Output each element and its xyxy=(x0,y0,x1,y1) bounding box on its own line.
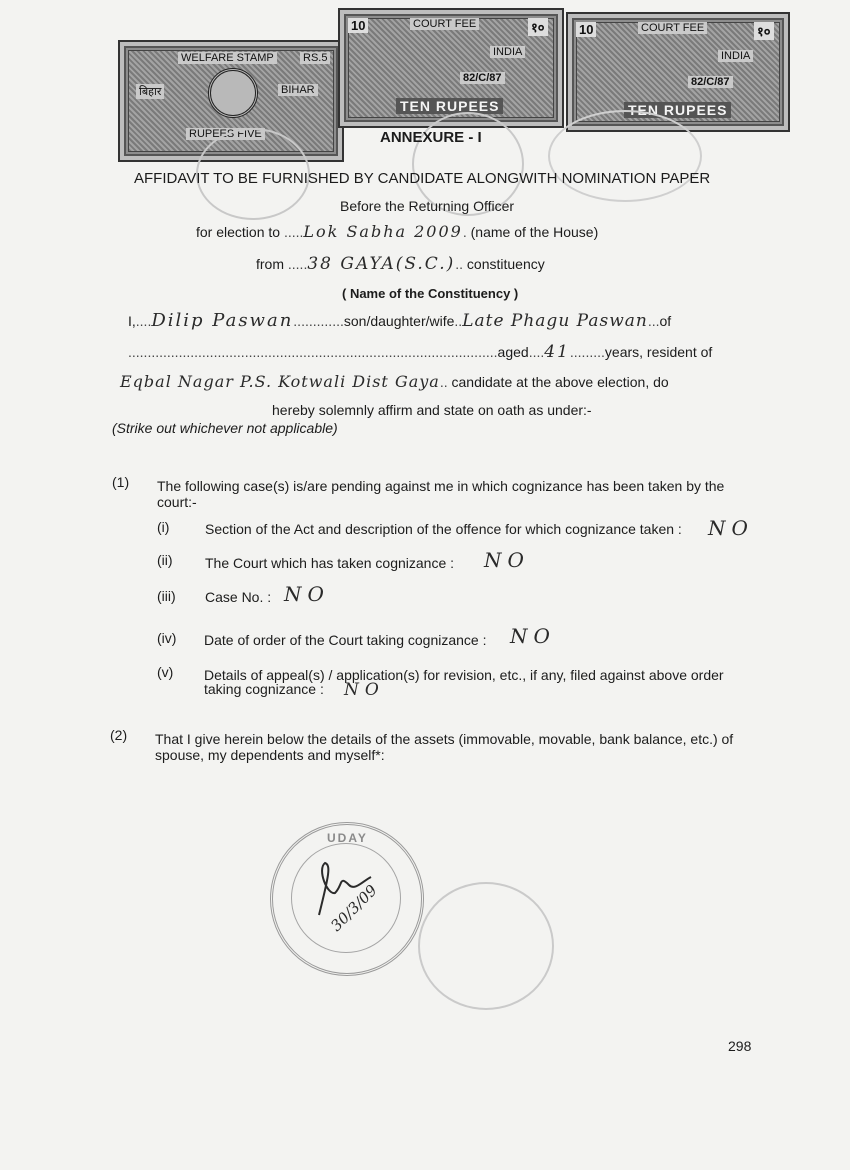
son-of-label: son/daughter/wife xyxy=(343,313,455,329)
court-fee-stamp-1 xyxy=(338,8,564,128)
house-name-handwritten: Lok Sabha 2009 xyxy=(303,222,463,241)
item-iv-label: Date of order of the Court taking cognizance : xyxy=(204,632,487,648)
item-iii-answer: NO xyxy=(284,582,330,606)
aged-line: ...............................................................................................aged....41.........years, resident of xyxy=(128,342,713,362)
father-name-handwritten: Late Phagu Paswan xyxy=(462,311,648,331)
election-line: for election to .....Lok Sabha 2009. (name of the House) xyxy=(196,222,599,241)
item-iv-answer: NO xyxy=(510,624,556,648)
court-fee-1-num: 10 xyxy=(348,18,368,33)
annexure-title: ANNEXURE - I xyxy=(380,129,482,146)
court-fee-2-value: TEN RUPEES xyxy=(624,102,731,118)
section-2-text-line2: spouse, my dependents and myself*: xyxy=(155,747,385,763)
candidate-name-line: I,....Dilip Paswan.............son/daughter/wife..Late Phagu Paswan...of xyxy=(128,310,672,331)
page-number: 298 xyxy=(728,1038,752,1054)
item-i-answer: NO xyxy=(708,516,754,540)
item-iii-label: Case No. : xyxy=(205,589,272,605)
affidavit-title: AFFIDAVIT TO BE FURNISHED BY CANDIDATE ALONGWITH NOMINATION PAPER xyxy=(134,170,711,187)
house-suffix: (name of the House) xyxy=(470,224,599,240)
section-1-text-line2: court:- xyxy=(157,494,197,510)
item-ii-answer: NO xyxy=(484,548,530,572)
years-label: years, resident of xyxy=(604,344,713,360)
notary-seal xyxy=(270,822,424,976)
welfare-stamp-header: WELFARE STAMP xyxy=(178,52,277,64)
seal-ring-text: UDAY xyxy=(327,831,368,845)
candidate-name-handwritten: Dilip Paswan xyxy=(151,310,294,331)
constituency-line: from .....38 GAYA(S.C.).. constituency xyxy=(256,254,545,274)
faint-seal-bottom xyxy=(418,882,554,1010)
court-fee-2-right-num: १० xyxy=(754,22,774,40)
emblem-icon xyxy=(208,68,258,118)
item-i-label: Section of the Act and description of the offence for which cognizance taken : xyxy=(205,521,682,537)
section-2-text-line1: That I give herein below the details of the assets (immovable, movable, bank balance, etc.) of xyxy=(155,731,734,747)
address-handwritten: Eqbal Nagar P.S. Kotwali Dist Gaya xyxy=(120,372,440,391)
item-v-answer: NO xyxy=(344,680,385,700)
item-v-label-line2: taking cognizance : xyxy=(204,681,324,697)
court-fee-2-overprint: 82/C/87 xyxy=(688,76,733,88)
welfare-stamp-hindi: बिहार xyxy=(136,84,164,99)
court-fee-1-right-num: १० xyxy=(528,18,548,36)
court-fee-1-country: INDIA xyxy=(490,46,525,58)
aged-label: aged xyxy=(497,344,529,360)
affirm-line: hereby solemnly affirm and state on oath as under:- xyxy=(272,402,592,418)
name-of-constituency: ( Name of the Constituency ) xyxy=(342,286,519,301)
court-fee-2-header: COURT FEE xyxy=(638,22,707,34)
constituency-suffix: constituency xyxy=(466,256,545,272)
item-i-number: (i) xyxy=(157,519,170,535)
welfare-stamp-bottom: RUPEES FIVE xyxy=(186,128,265,140)
strike-out-note: (Strike out whichever not applicable) xyxy=(112,420,338,436)
i-label: I, xyxy=(128,313,136,329)
court-fee-2-country: INDIA xyxy=(718,50,753,62)
constituency-handwritten: 38 GAYA(S.C.) xyxy=(307,254,456,274)
signature-date: 30/3/09 xyxy=(327,881,381,935)
of-label: of xyxy=(659,313,672,329)
from-label: from xyxy=(256,256,284,272)
welfare-stamp-value: RS.5 xyxy=(300,52,330,64)
for-election-label: for election to xyxy=(196,224,281,240)
section-1-text-line1: The following case(s) is/are pending against me in which cognizance has been taken by the xyxy=(157,478,725,494)
court-fee-1-header: COURT FEE xyxy=(410,18,479,30)
section-2-number: (2) xyxy=(110,727,128,743)
item-iv-number: (iv) xyxy=(157,630,177,646)
candidate-suffix: candidate at the above election, do xyxy=(451,374,669,390)
address-line: Eqbal Nagar P.S. Kotwali Dist Gaya.. candidate at the above election, do xyxy=(120,372,669,391)
age-handwritten: 41 xyxy=(544,342,570,362)
item-v-label-line1: Details of appeal(s) / application(s) for revision, etc., if any, filed against above order xyxy=(204,667,724,683)
welfare-stamp-state: BIHAR xyxy=(278,84,318,96)
item-iii-number: (iii) xyxy=(157,588,176,604)
court-fee-2-num: 10 xyxy=(576,22,596,37)
item-ii-label: The Court which has taken cognizance : xyxy=(205,555,455,571)
item-v-number: (v) xyxy=(157,664,174,680)
court-fee-1-overprint: 82/C/87 xyxy=(460,72,505,84)
section-1-number: (1) xyxy=(112,474,130,490)
returning-officer: Before the Returning Officer xyxy=(340,198,515,214)
faint-seal-right xyxy=(548,110,702,202)
court-fee-1-value: TEN RUPEES xyxy=(396,98,503,114)
item-ii-number: (ii) xyxy=(157,552,173,568)
